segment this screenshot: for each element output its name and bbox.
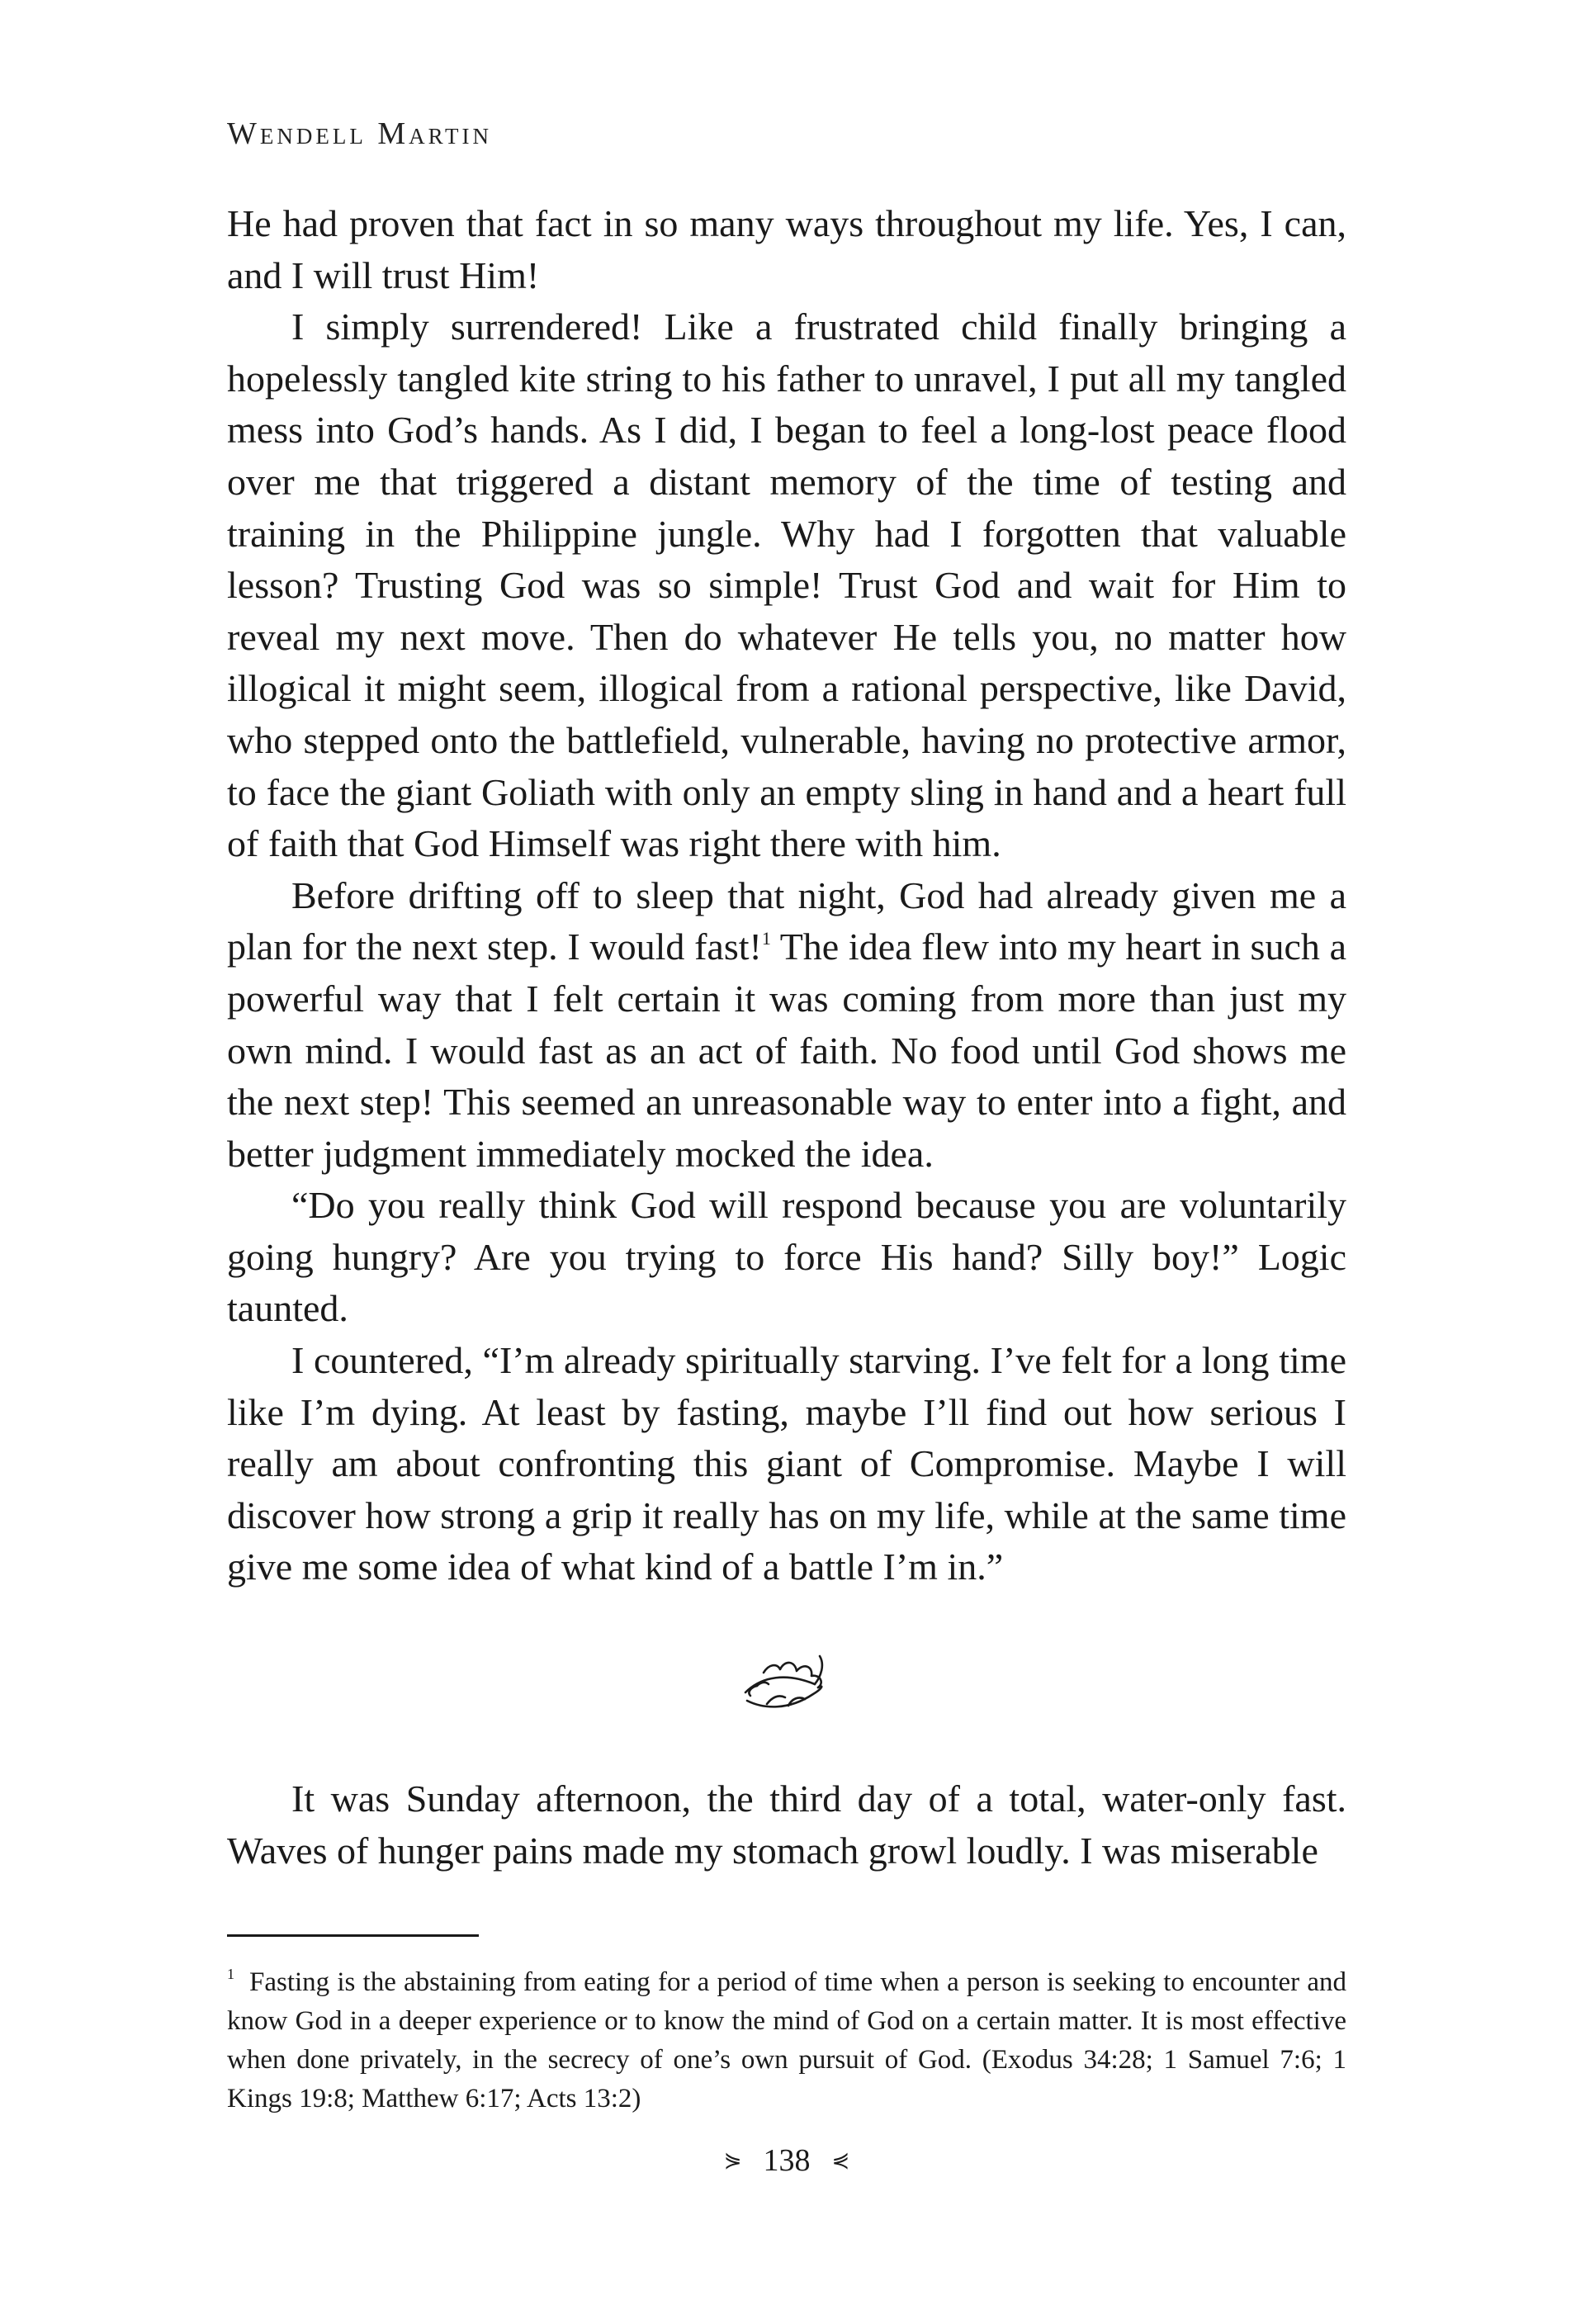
paragraph-5: [227, 1335, 1346, 1593]
paragraph-3-text-a: Before drifting off to sleep that night, God had already given me a plan for the next step. I would fast!: [227, 873, 1346, 968]
footnote-paragraph: [227, 1963, 1346, 2118]
paragraph-6: [227, 1773, 1346, 1877]
paragraph-3: [227, 870, 1346, 1181]
folio-right-ornament: ⋞: [831, 2148, 850, 2172]
paragraph-1: [227, 198, 1346, 301]
page-number: 138: [763, 2143, 811, 2178]
paragraph-2-text: I simply surrendered! Like a frustrated child finally bringing a hopelessly tangled kite string to his father to unravel, I put all my tangled mess into God’s hands. As I did, I began to feel a long-lost peace flood over me that triggered a distant memory of the time of testing and training in the Philippine jungle. Why had I forgotten that valuable lesson? Trusting God was so simple! Trust God and wait for Him to reveal my next move. Then do whatever He tells you, no matter how illogical it might seem, illogical from a rational perspective, like David, who stepped onto the battlefield, vulnerable, having no protective armor, to face the giant Goliath with only an empty sling in hand and a heart full of faith that God Himself was right there with him.: [227, 305, 1346, 865]
running-head-author: Wendell Martin: [227, 116, 492, 151]
paragraph-3-text-b: The idea flew into my heart in such a powerful way that I felt certain it was coming from more than just my own mind. I would fast as an act of faith. No food until God shows me the next step! This seemed an unreasonable way to enter into a fight, and better judgment immediately mocked the idea.: [227, 925, 1346, 1175]
footnote-divider: [227, 1934, 479, 1937]
footnote-marker: 1: [227, 1966, 234, 1982]
paragraph-5-text: I countered, “I’m already spiritually starving. I’ve felt for a long time like I’m dying. At least by fasting, maybe I’ll find out how serious I really am about confronting this giant of Compromise. Maybe I will discover how strong a grip it really has on my life, while at the same time give me some idea of what kind of a battle I’m in.”: [227, 1339, 1346, 1588]
paragraph-4: [227, 1180, 1346, 1335]
book-page: [227, 0, 1346, 2324]
paragraph-2: [227, 301, 1346, 870]
main-text: [227, 198, 1346, 1593]
section-break-text: [227, 1773, 1346, 1877]
footnote-reference[interactable]: 1: [761, 928, 771, 949]
paragraph-1-text: He had proven that fact in so many ways throughout my life. Yes, I can, and I will trust Him!: [227, 202, 1346, 296]
leaf-ornament-icon: [739, 1651, 835, 1717]
footnote-text: Fasting is the abstaining from eating for a period of time when a person is seeking to encounter and know God in a deeper experience or to know the mind of God on a certain matter. It is most effective when done privately, in the secrecy of one’s own pursuit of God. (Exodus 34:28; 1 Samuel 7:6; 1 Kings 19:8; Matthew 6:17; Acts 13:2): [227, 1967, 1346, 2113]
footnote: [227, 1963, 1346, 2118]
paragraph-6-text: It was Sunday afternoon, the third day of a total, water-only fast. Waves of hunger pains made my stomach growl loudly. I was miserable: [227, 1777, 1346, 1872]
page-footer: [227, 2142, 1346, 2179]
paragraph-4-text: “Do you really think God will respond because you are voluntarily going hungry? Are you trying to force His hand? Silly boy!” Logic taunted.: [227, 1184, 1346, 1330]
folio-left-ornament: ⋟: [723, 2148, 742, 2172]
